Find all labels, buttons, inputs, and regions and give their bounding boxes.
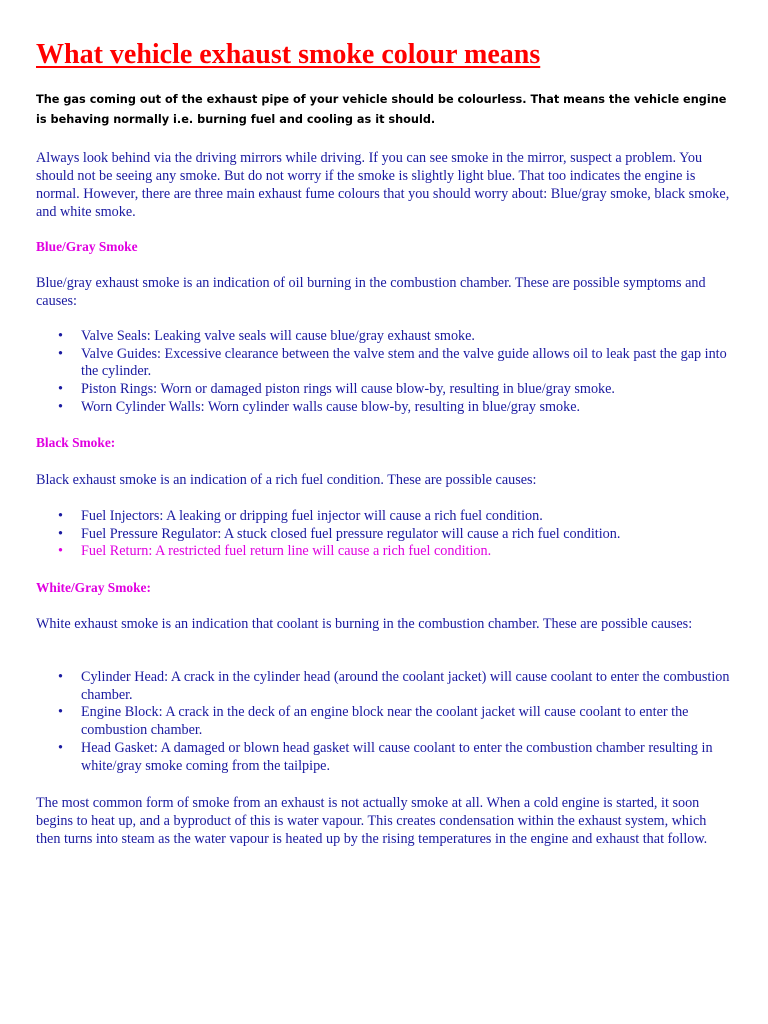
bullet-icon: • [58, 345, 63, 362]
white-gray-list [36, 669, 736, 775]
list-item-text: Valve Guides: Excessive clearance between the valve stem and the valve guide allows oil to leak past the gap into the cylinder. [81, 345, 727, 380]
list-item [36, 704, 736, 739]
intro-paragraph: The gas coming out of the exhaust pipe of your vehicle should be colourless. That means the vehicle engine is behaving normally i.e. burning fuel and cooling as it should. [36, 93, 727, 126]
closing-paragraph: The most common form of smoke from an exhaust is not actually smoke at all. When a cold engine is started, it soon begins to heat up, and a byproduct of this is water vapour. This creates condensation within the exhaust system, which then turns into steam as the water vapour is heated up by the rising temperatures in the engine and exhaust that follow. [36, 795, 708, 847]
list-item [36, 508, 736, 526]
bullet-icon: • [58, 398, 63, 415]
list-item [36, 543, 736, 561]
mirror-paragraph: Always look behind via the driving mirrors while driving. If you can see smoke in the mirror, suspect a problem. You should not be seeing any smoke. But do not worry if the smoke is slightly light blue. That too indicates the engine is normal. However, there are three main exhaust fume colours that you should worry about: Blue/gray smoke, black smoke, and white smoke. [36, 150, 730, 220]
list-item [36, 328, 736, 346]
list-item [36, 526, 736, 544]
list-item [36, 669, 736, 704]
bullet-icon: • [58, 739, 63, 756]
list-item [36, 381, 736, 399]
list-item-text: Piston Rings: Worn or damaged piston rings will cause blow-by, resulting in blue/gray smoke. [81, 381, 615, 398]
list-item [36, 399, 736, 417]
list-item-text: Engine Block: A crack in the deck of an engine block near the coolant jacket will cause coolant to enter the combustion chamber. [81, 704, 689, 739]
bullet-icon: • [58, 525, 63, 542]
bullet-icon: • [58, 704, 63, 721]
list-item [36, 740, 736, 775]
list-item [36, 346, 736, 381]
black-smoke-list [36, 508, 736, 561]
list-item-text: Cylinder Head: A crack in the cylinder head (around the coolant jacket) will cause coolant to enter the combustion chamber. [81, 669, 730, 703]
bullet-icon: • [58, 381, 63, 398]
bullet-icon: • [58, 328, 63, 344]
page-title: What vehicle exhaust smoke colour means [36, 39, 541, 70]
white-gray-paragraph: White exhaust smoke is an indication that coolant is burning in the combustion chamber. These are possible causes: [36, 616, 693, 632]
bullet-icon: • [58, 543, 63, 560]
black-smoke-paragraph: Black exhaust smoke is an indication of a rich fuel condition. These are possible causes: [36, 472, 537, 488]
list-item-text: Fuel Injectors: A leaking or dripping fuel injector will cause a rich fuel condition. [81, 508, 543, 524]
blue-gray-heading: Blue/Gray Smoke [36, 239, 138, 254]
list-item-text: Worn Cylinder Walls: Worn cylinder walls cause blow-by, resulting in blue/gray smoke. [81, 398, 581, 415]
bullet-icon: • [58, 508, 63, 524]
white-gray-heading: White/Gray Smoke: [36, 580, 151, 595]
list-item-text: Fuel Return: A restricted fuel return line will cause a rich fuel condition. [81, 543, 492, 560]
list-item-text: Head Gasket: A damaged or blown head gasket will cause coolant to enter the combustion chamber resulting in white/gray smoke coming from the tailpipe. [81, 739, 713, 774]
blue-gray-paragraph: Blue/gray exhaust smoke is an indication of oil burning in the combustion chamber. These are possible symptoms and causes: [36, 275, 706, 309]
blue-gray-list [36, 328, 736, 417]
list-item-text: Valve Seals: Leaking valve seals will cause blue/gray exhaust smoke. [81, 328, 475, 344]
black-smoke-heading: Black Smoke: [36, 435, 116, 450]
bullet-icon: • [58, 669, 63, 685]
list-item-text: Fuel Pressure Regulator: A stuck closed fuel pressure regulator will cause a rich fuel condition. [81, 525, 621, 542]
